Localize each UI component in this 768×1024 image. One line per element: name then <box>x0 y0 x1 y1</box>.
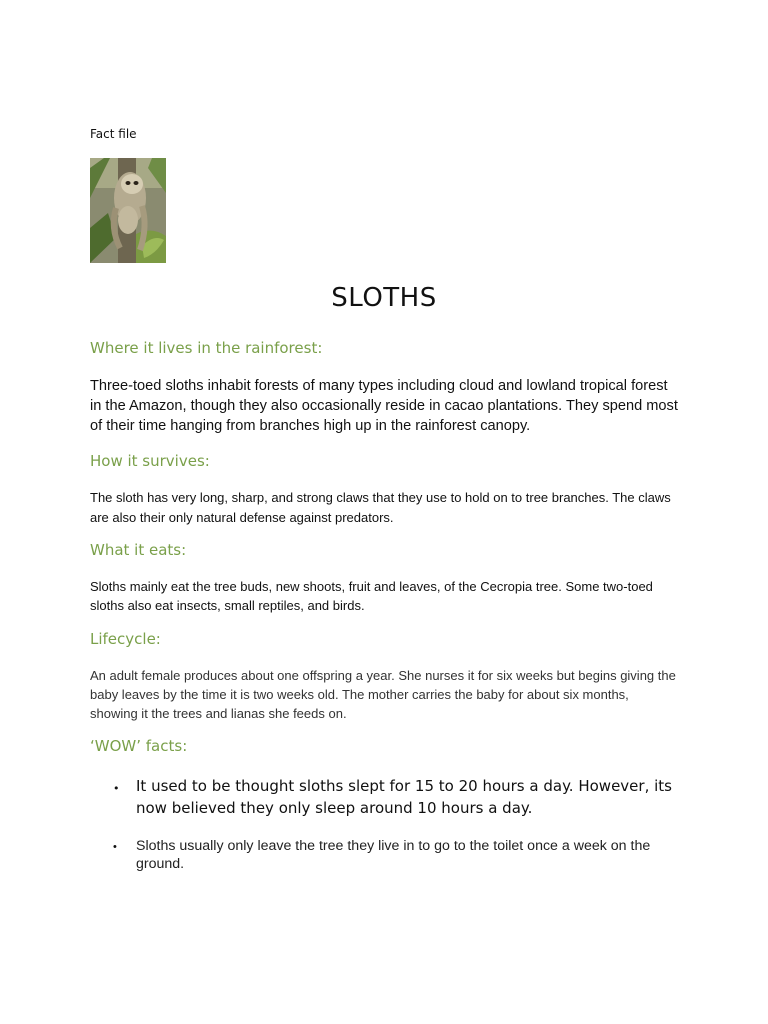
section-heading-survival: How it survives: <box>90 452 210 470</box>
section-text-habitat: Three-toed sloths inhabit forests of many types including cloud and lowland tropical forest in the Amazon, though they also occasionally reside in cacao plantations. They spend most of their time hanging from branches high up in the rainforest canopy. <box>90 378 678 434</box>
section-text-lifecycle: An adult female produces about one offspring a year. She nurses it for six weeks but begins giving the baby leaves by the time it is two weeks old. The mother carries the baby for about six months, showing it the trees and lianas she feeds on. <box>90 668 676 721</box>
page-title: SLOTHS <box>331 283 437 313</box>
bullet-icon: • <box>113 782 120 795</box>
section-heading-habitat: Where it lives in the rainforest: <box>90 339 323 357</box>
section-heading-wow-facts: ‘WOW’ facts: <box>90 737 188 755</box>
section-text-diet: Sloths mainly eat the tree buds, new shoots, fruit and leaves, of the Cecropia tree. Some two-toed sloths also eat insects, small reptiles, and birds. <box>90 579 653 613</box>
list-item <box>90 837 680 873</box>
list-item <box>90 775 680 819</box>
sloth-photo-graphic <box>90 158 166 263</box>
list-item-text: Sloths usually only leave the tree they live in to go to the toilet once a week on the ground. <box>136 838 651 872</box>
wow-facts-list <box>90 775 680 873</box>
bullet-icon: • <box>113 841 117 853</box>
fact-file-label: Fact file <box>90 127 137 141</box>
section-text-survival: The sloth has very long, sharp, and strong claws that they use to hold on to tree branches. The claws are also their only natural defense against predators. <box>90 490 671 525</box>
list-item-text: It used to be thought sloths slept for 15 to 20 hours a day. However, its now believed they only sleep around 10 hours a day. <box>136 777 672 817</box>
sloth-photo <box>90 158 166 263</box>
section-heading-diet: What it eats: <box>90 541 187 559</box>
section-heading-lifecycle: Lifecycle: <box>90 630 161 648</box>
